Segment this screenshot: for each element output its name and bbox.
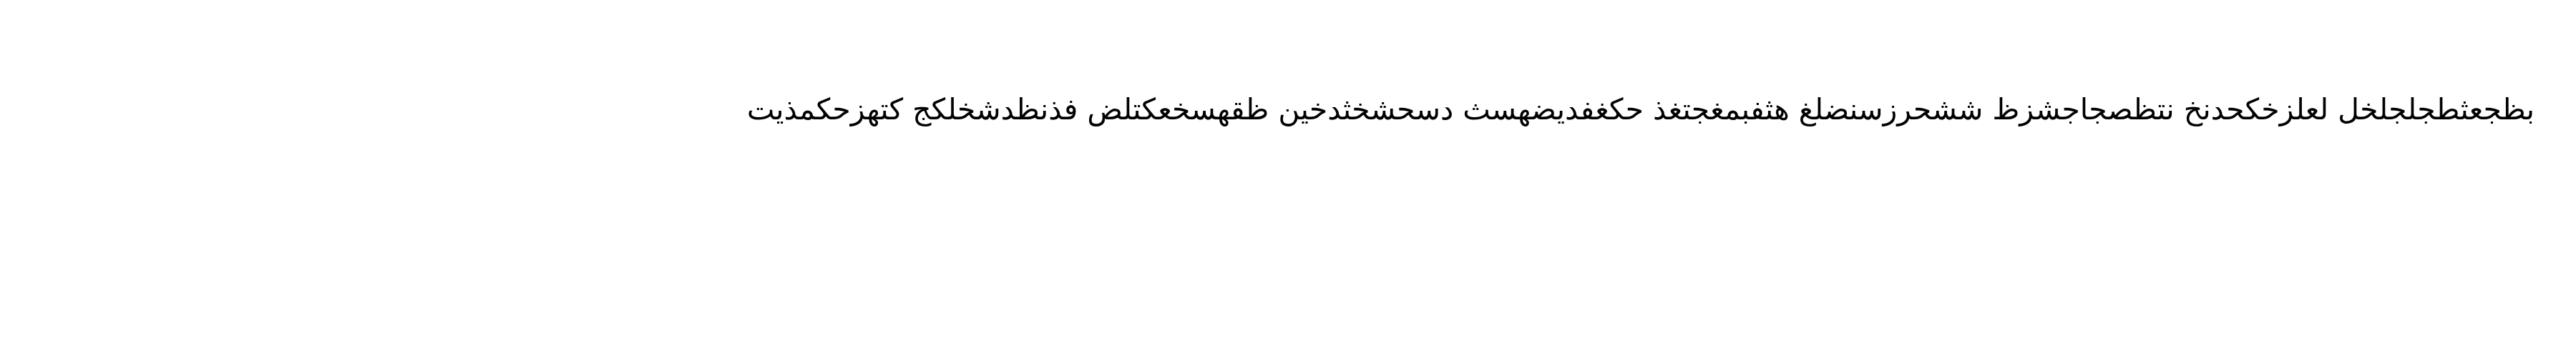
text-line: بظجعثطجلجلخل لعلزخكحدنخ نتظصجاجشزظ ششحرزسنضلغ هثفبمغجتغذ حكغفديضهسث دسحشخثدخين ظقهسخعكتلض فذنظدشخلكج كتهزحكمذيت xyxy=(746,92,2534,126)
